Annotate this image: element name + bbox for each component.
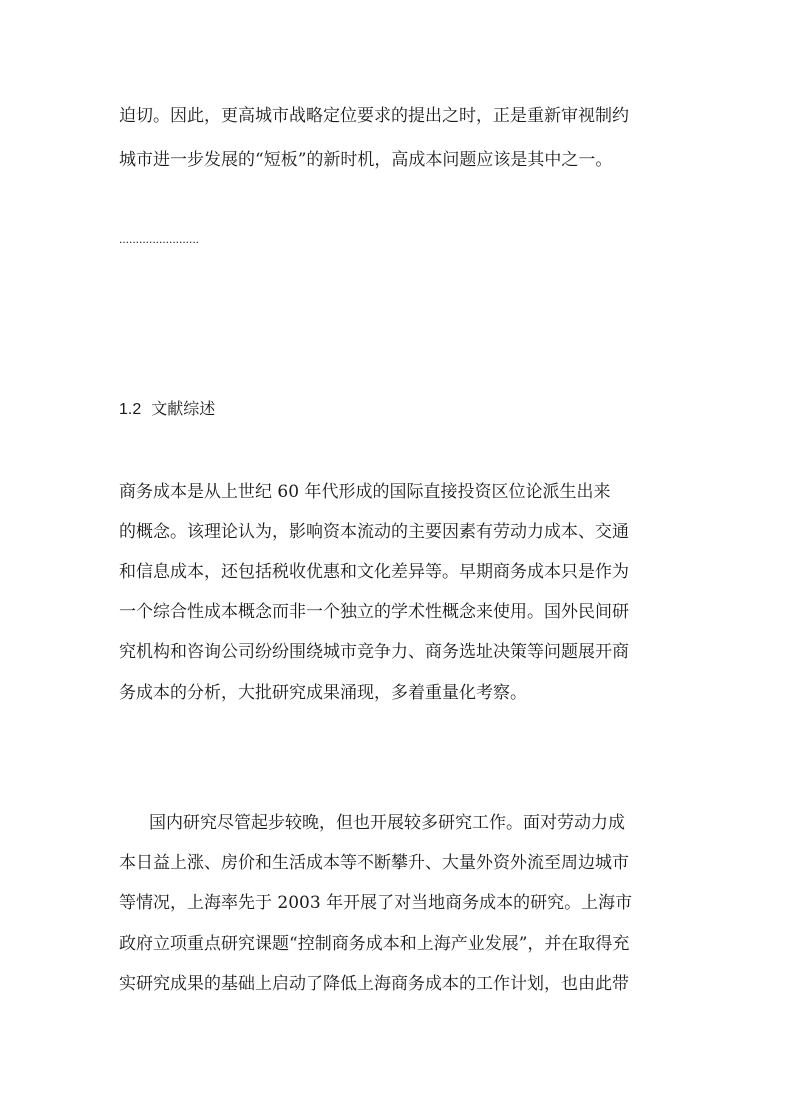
section-title: 文献综述 [151,399,216,418]
paragraph-line: 等情况，上海率先于 2003 年开展了对当地商务成本的研究。上海市 [119,893,633,913]
paragraph-line: 究机构和咨询公司纷纷围绕城市竞争力、商务选址决策等问题展开商 [119,642,629,662]
paragraph-line: 本日益上涨、房价和生活成本等不断攀升、大量外资外流至周边城市 [119,853,629,873]
paragraph-line: 政府立项重点研究课题“控制商务成本和上海产业发展”，并在取得充 [119,934,630,954]
section-heading [119,399,215,420]
paragraph-line: 国内研究尽管起步较晚，但也开展较多研究工作。面对劳动力成 [149,813,625,833]
paragraph-line: 迫切。因此，更高城市战略定位要求的提出之时，正是重新审视制约 [119,106,629,126]
paragraph-line: 一个综合性成本概念而非一个独立的学术性概念来使用。国外民间研 [119,602,629,622]
paragraph-line: 城市进一步发展的“短板”的新时机，高成本问题应该是其中之一。 [119,150,613,170]
paragraph-line: 实研究成果的基础上启动了降低上海商务成本的工作计划，也由此带 [119,974,629,994]
section-number: 1.2 [119,401,142,418]
paragraph-line: 和信息成本，还包括税收优惠和文化差异等。早期商务成本只是作为 [119,562,629,582]
paragraph-line: 的概念。该理论认为，影响资本流动的主要因素有劳动力成本、交通 [119,522,629,542]
paragraph-line: 商务成本是从上世纪 60 年代形成的国际直接投资区位论派生出来 [119,482,611,502]
ellipsis: ........................ [119,232,200,246]
paragraph-line: 务成本的分析，大批研究成果涌现，多着重量化考察。 [119,683,527,703]
